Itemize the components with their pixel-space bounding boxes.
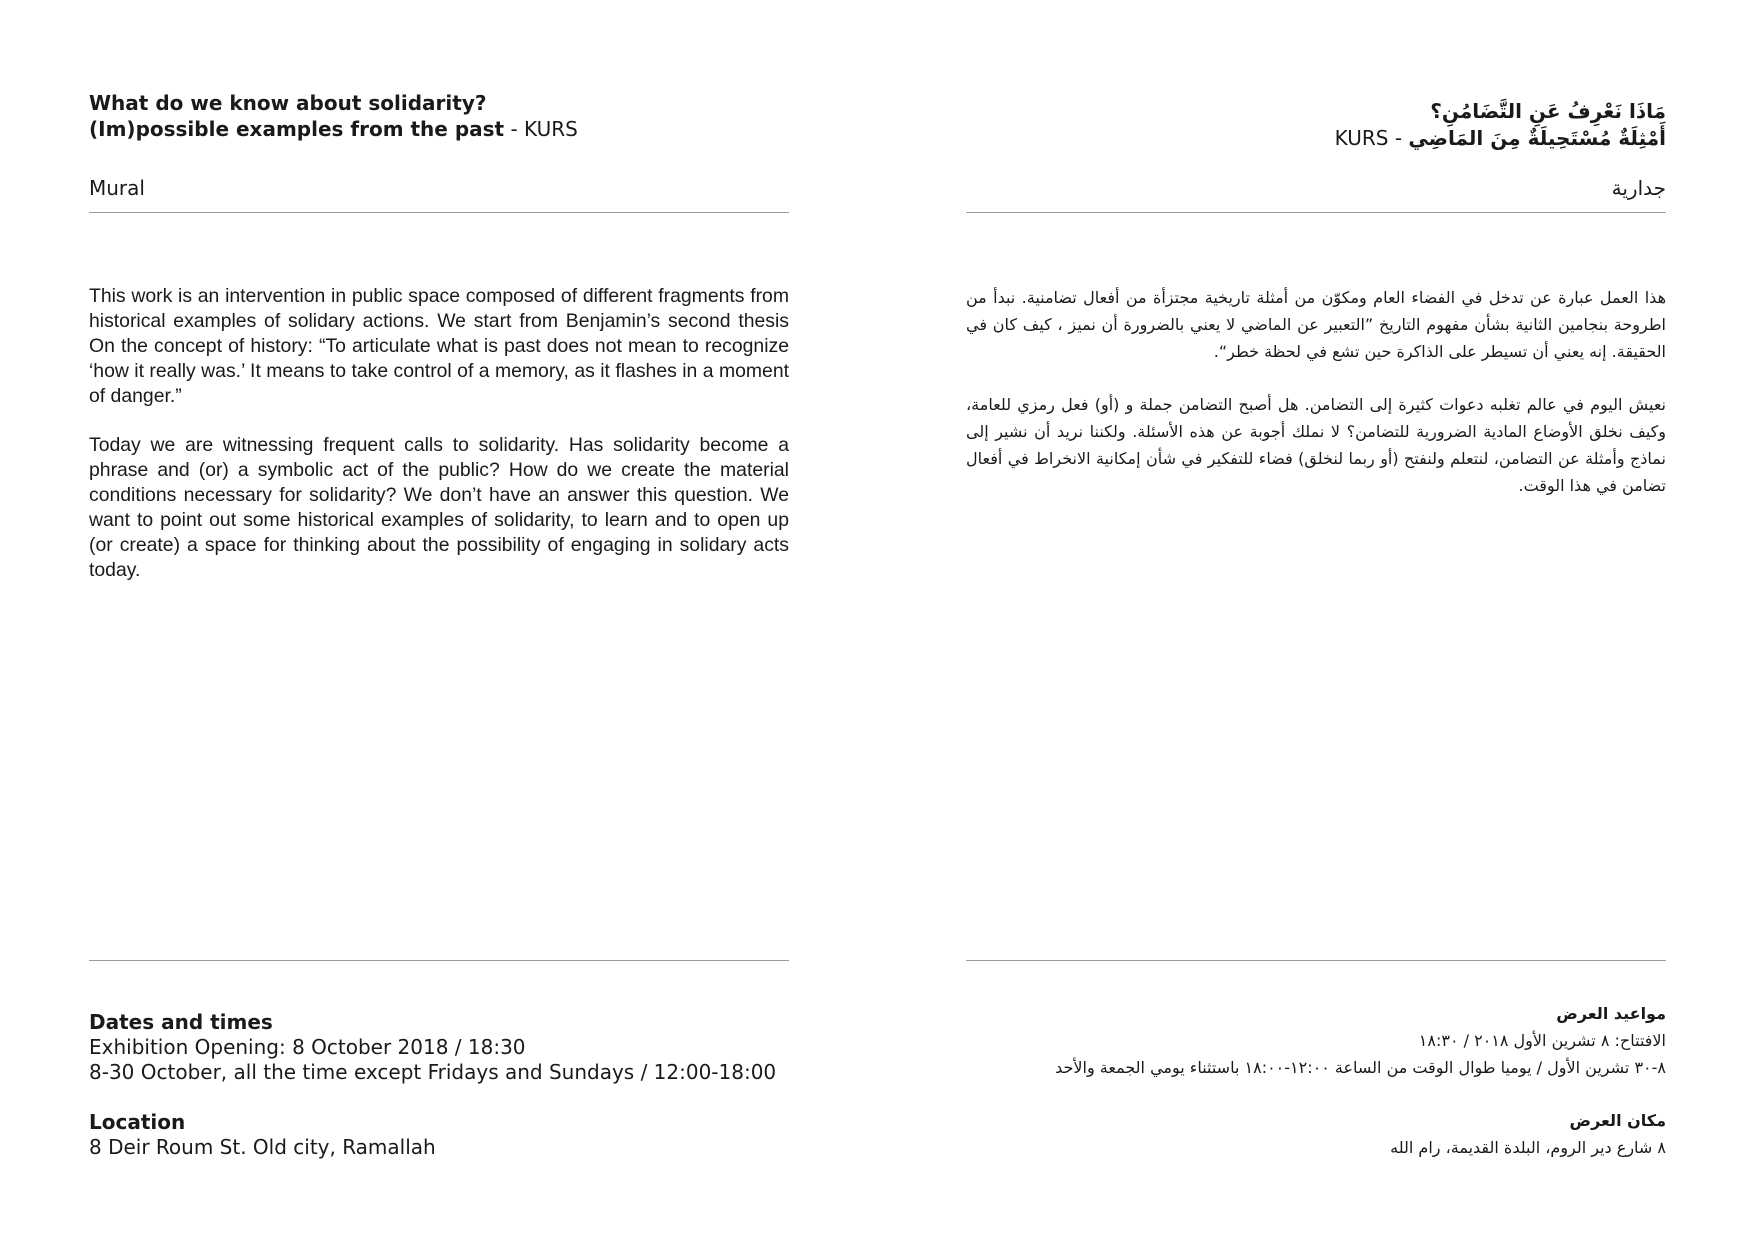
english-paragraph-1: This work is an intervention in public space composed of different fragments from historical examples of solidary actions. We start from Benjamin’s second thesis On the concept of history: “To articulate what is past does not mean to recognize ‘how it really was.’ It means to take control of a memory, as it flashes in a moment of danger.” — [89, 285, 789, 407]
arabic-column — [966, 0, 1666, 1240]
english-title-line2 — [89, 116, 789, 142]
arabic-bottom-divider — [966, 960, 1666, 961]
english-location-heading: Location — [89, 1110, 186, 1134]
english-subtitle: (Im)possible examples from the past — [89, 117, 505, 141]
english-title-block — [89, 90, 789, 142]
english-location-section — [89, 1110, 789, 1160]
arabic-work-type: جدارية — [1611, 176, 1666, 200]
arabic-paragraph-1: هذا العمل عبارة عن تدخل في الفضاء العام ومكوّن من أمثلة تاريخية مجتزأة من أفعال تضامنية. نبدأ من اطروحة بنجامين الثانية بشأن مفهوم التاريخ ”التعبير عن الماضي لا يعني بالضرورة أن نميز ، كيف كان في الحقيقة. إنه يعني أن تسيطر على الذاكرة حين تشع في لحظة خطر“. — [966, 288, 1666, 361]
arabic-dates-line2: ٨-٣٠ تشرين الأول / يوميا طوال الوقت من الساعة ١٢:٠٠-١٨:٠٠ باستثناء يومي الجمعة والأحد — [1055, 1058, 1666, 1077]
english-paragraph-2: Today we are witnessing frequent calls to solidarity. Has solidarity become a phrase and (or) a symbolic act of the public? How do we create the material conditions necessary for solidarity? We don’t have an answer this question. We want to point out some historical examples of solidarity, to learn and to open up (or create) a space for thinking about the possibility of engaging in solidary acts today. — [89, 434, 789, 581]
english-artist-name: KURS — [524, 117, 578, 141]
arabic-dates-section — [966, 1000, 1666, 1081]
english-title-separator: - — [504, 117, 525, 141]
english-description — [89, 284, 789, 607]
arabic-location-value: ٨ شارع دير الروم، البلدة القديمة، رام الله — [1390, 1138, 1666, 1157]
arabic-paragraph-2: نعيش اليوم في عالم تغلبه دعوات كثيرة إلى التضامن. هل أصبح التضامن جملة و (أو) فعل رمزي للعامة، وكيف نخلق الأوضاع المادية الضرورية للتضامن؟ لا نملك أجوبة عن هذه الأسئلة. ولكننا نريد أن نشير إلى نماذج وأمثلة عن التضامن، لنتعلم ولنفتح (أو ربما لنخلق) فضاء للتفكير في شأن إمكانية الانخراط في أفعال تضامن في هذا الوقت. — [966, 395, 1666, 495]
arabic-title-separator: - — [1388, 126, 1409, 150]
arabic-title-block — [966, 98, 1666, 152]
arabic-dates-line1: الافتتاح: ٨ تشرين الأول ٢٠١٨ / ١٨:٣٠ — [1418, 1031, 1666, 1050]
arabic-location-heading: مكان العرض — [1569, 1111, 1666, 1130]
english-dates-line1: Exhibition Opening: 8 October 2018 / 18:30 — [89, 1035, 526, 1059]
arabic-dates-heading: مواعيد العرض — [1556, 1004, 1666, 1023]
english-column — [89, 0, 789, 1240]
arabic-location-section — [966, 1107, 1666, 1161]
arabic-top-divider — [966, 212, 1666, 213]
arabic-title-line1: مَاذَا نَعْرِفُ عَنِ التَّضَامُنِ؟ — [1430, 99, 1666, 123]
english-dates-section — [89, 1010, 789, 1085]
english-dates-heading: Dates and times — [89, 1010, 273, 1034]
arabic-subtitle: أَمْثِلَةٌ مُسْتَحِيلَةٌ مِنَ المَاضِي — [1408, 126, 1666, 150]
english-bottom-divider — [89, 960, 789, 961]
english-dates-line2: 8-30 October, all the time except Fridays and Sundays / 12:00-18:00 — [89, 1060, 777, 1084]
english-location-value: 8 Deir Roum St. Old city, Ramallah — [89, 1135, 436, 1159]
arabic-description — [966, 284, 1666, 525]
english-work-type: Mural — [89, 176, 145, 200]
arabic-title-line2 — [966, 125, 1666, 152]
arabic-artist-name: KURS — [1334, 126, 1389, 150]
english-title-line1: What do we know about solidarity? — [89, 91, 487, 115]
english-top-divider — [89, 212, 789, 213]
